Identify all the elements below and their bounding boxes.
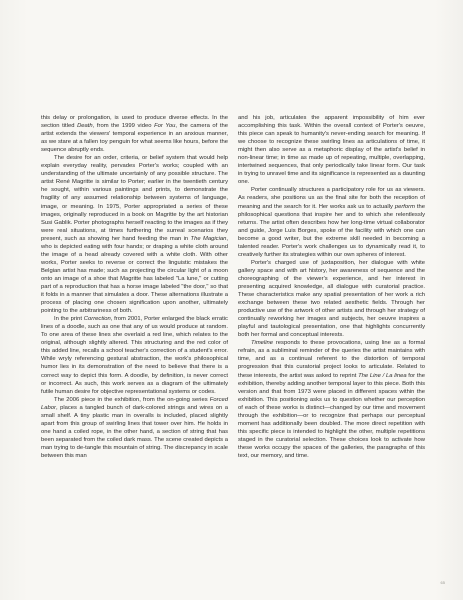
left-text-column — [41, 114, 228, 460]
italic-title: Timeline — [251, 340, 274, 347]
text-run: In the print — [54, 316, 84, 323]
italic-title: For You — [154, 123, 176, 130]
text-run: Porter's charged use of juxtaposition, her dialogue with white gallery space and with art history, her awareness of sequence and the choreographing of the viewer's experience, and her interest in presenting acquired knowledge, all dialogue with curatorial practice. These characteristics make any spatial presentation of her work a rich exchange between these two related aesthetic fields. Through her productive use of the artwork of other artists and through her strategy of continually reworking her images and subjects, her oeuvre inspires a playful and tautological presentation, one that highlights concurrently both her formal and conceptual interests. — [238, 259, 425, 339]
text-run: , from the 1999 video — [92, 123, 155, 130]
text-run: Porter continually structures a participatory role for us as viewers. As readers, she positions us as the final site for both the reception of meaning and the search for it. Her works ask us to actually — [238, 187, 425, 210]
italic-title: perform — [394, 203, 415, 210]
text-run: the philosophical questions that inspire her and to which she relentlessly returns. The artist often describes how her long-time virtual collaborator and guide, Jorge Luis Borges, spoke of the facility with which one can become a good writer, but the extreme skill needed in becoming a talented reader. Porter's work challenges us to dynamically read it, to creatively further its strategies within our own spheres of interest. — [238, 203, 425, 258]
paragraph — [238, 259, 425, 339]
paragraph — [41, 154, 228, 315]
text-run: , places a tangled bunch of dark-colored strings and wires on a small shelf. A tiny plastic man in overalls is included, placed slightly apart from this group of swirling lines that tower over him. He holds in one hand a coiled rope, in the other hand, a section of string that has been separated from the coiled dark mass. The scene created depicts a man trying to de-tangle this mountain of string. The discrepancy in scale between this man — [41, 404, 228, 459]
text-run: The 2006 piece in the exhibition, from the on-going series — [54, 396, 210, 403]
paragraph — [238, 114, 425, 186]
italic-title: The Line / La linea — [358, 372, 407, 379]
italic-title: The Magician — [190, 235, 227, 242]
page-number: 65 — [440, 580, 445, 585]
text-run: for the exhibition, thereby adding another temporal layer to this piece. Both this version and that from 1973 were placed in different spaces within the exhibition. This positioning asks us to question whether our perception of each of these works is distinct—changed by our time and movement through the exhibition—or to recognize that perhaps our perceptual moment has additionally been doubled. The more direct repetition with this specific piece is intended to highlight the other, multiple repetitions staged in the curatorial selection. These choices look to activate how these works occupy the spaces of the galleries, the paragraphs of this text, our memory, and time. — [238, 372, 425, 459]
paragraph — [41, 114, 228, 154]
paragraph — [41, 396, 228, 460]
paragraph — [238, 186, 425, 258]
text-run: this delay or prolongation, is used to produce diverse effects. In the section titled — [41, 115, 228, 130]
paragraph — [238, 339, 425, 460]
text-run: , the camera of the artist extends the viewers' temporal experience in an anxious manner, as we stare at a fallen toy penguin for what seems like hours, before the sequence abruptly ends. — [41, 123, 229, 154]
italic-title: Death — [77, 123, 93, 130]
paragraph — [41, 315, 228, 395]
text-run: The desire for an order, criteria, or belief system that would help explain everyday reality, pervades Porter's works; coupled with an understanding of the ultimate uncertainly of any possible structure. The artist René Magritte is similar to Porter; earlier in the twentieth century he sought, within various paintings and prints, to demonstrate the fragility of any assumed relationship between systems of language, image, or meaning. In 1975, Porter appropriated a series of these images, originally reproduced in a book on Magritte by the art historian Susi Gablik. Porter photographs herself reacting to the images as if they were real situations, at times furthering the surreal scenarios they present, such as showing her hand feeding the man in — [41, 155, 228, 242]
text-run: , who is depicted eating with four hands; or draping a white cloth around the image of a head already covered with a white cloth. With other works, Porter seeks to reverse or correct the linguistic mistakes the Belgian artist has made; such as projecting the circular light of a moon onto an image of a shoe that Magritte has labeled "La lune," or cutting part of a reproduction that has a horse image labeled "the door," so that it folds in a manner that simulates a door. These alternations illustrate a process of placing one chosen signification upon another, ultimately pointing to the arbitrariness of both. — [41, 235, 228, 315]
right-text-column — [238, 114, 425, 460]
text-run: , from 2001, Porter enlarged the black erratic lines of a doodle, such as one that any of us would produce at random. To one area of these lines she overlaid a red line, which relates to the original, although slightly altered. This structuring and the red color of this added line, recalls a school teacher's correction of a student's error. While wryly referencing gestural abstraction, the work's philosophical humor lies in its demonstration of the need to believe that there is a correct way to depict this form. A doodle, by definition, is never correct or incorrect. As such, this work serves as a diagram of the ultimately futile human desire for objective representational systems or codes. — [41, 316, 228, 395]
italic-title: Forced Labor — [41, 396, 228, 411]
text-run: responds to these provocations, using line as a formal refrain, as a subliminal reminder of the queries the artist maintains with time, and as a continual referent to the distortion of temporal progression that this curatorial project looks to articulate. Related to these interests, the artist was asked to reprint — [238, 340, 425, 379]
italic-title: Correction — [83, 316, 111, 323]
text-run: and his job, articulates the apparent impossibility of him ever accomplishing this task. Within the overall context of Porter's oeuvre, this piece can speak to humanity's never-ending search for meaning. If we choose to recognize these swirling lines as articulations of time, it might then also serve as a metaphoric display of the artist's belief in non-linear time; in time as made up of repeating, multiple, overlapping, intertwined sequences, that only periodically take linear form. Our task in trying to unravel time and its significance is represented as a daunting one. — [238, 115, 425, 186]
